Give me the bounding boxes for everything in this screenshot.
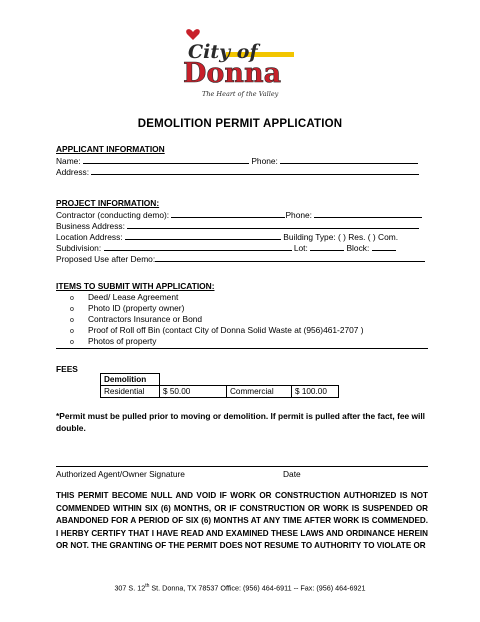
lot-label: Lot: (293, 243, 308, 253)
permit-note: *Permit must be pulled prior to moving or demolition. If permit is pulled after the fact, fee will double. (56, 411, 426, 433)
subdivision-field[interactable] (104, 242, 292, 251)
list-item: o Proof of Roll off Bin (contact City of Donna Solid Waste at (956)461-2707 ) (70, 325, 364, 335)
bullet-icon: o (70, 328, 74, 335)
building-type-label[interactable]: Building Type: ( ) Res. ( ) Com. (283, 232, 399, 242)
bullet-icon: o (70, 306, 74, 313)
agent-signature-label: Authorized Agent/Owner Signature (56, 469, 185, 479)
location-label: Location Address: (56, 232, 123, 242)
city-of-donna-logo (180, 22, 300, 104)
contractor-field[interactable] (171, 209, 285, 218)
disclaimer-text: THIS PERMIT BECOME NULL AND VOID IF WORK OR CONSTRUCTION AUTHORIZED IS NOT COMMENDED WITHIN SIX (6) MONTHS, OR IF CONSTRUCTION OR WORK IS SUSPENDED OR ABANDONED FOR A PERIOD OF SIX (6) MONTHS AT ANY TIME AFTER WORK IS COMMENDED. I HERBY CERTIFY THAT I HAVE READ AND EXAMINED THESE LAWS AND ORDINANCE HEREIN OR NOT. THE GRANTING OF THE PERMIT DOES NOT RESUME TO AUTHORITY TO VIOLATE OR (56, 491, 428, 550)
proposed-use-label: Proposed Use after Demo: (56, 254, 156, 264)
bullet-icon: o (70, 317, 74, 324)
business-address-field[interactable] (127, 220, 419, 229)
fees-table (100, 373, 339, 398)
block-label: Block: (346, 243, 370, 253)
contractor-phone-label: Phone: (285, 210, 312, 220)
contractor-label: Contractor (conducting demo): (56, 210, 170, 220)
footer-address: 307 S. 12th St. Donna, TX 78537 Office: (956) 464-6911 -- Fax: (956) 464-6921 (114, 583, 366, 593)
date-label: Date (283, 469, 301, 479)
fees-table-title: Demolition (101, 374, 160, 386)
commercial-fee: $ 100.00 (292, 386, 339, 398)
logo-tagline: The Heart of the Valley (202, 90, 279, 98)
section-divider (56, 348, 428, 349)
address-field[interactable] (91, 166, 419, 175)
heart-icon (186, 29, 200, 40)
bullet-icon: o (70, 339, 74, 346)
list-item: o Contractors Insurance or Bond (70, 314, 203, 324)
name-field[interactable] (83, 155, 249, 164)
name-label: Name: (56, 156, 81, 166)
residential-label: Residential (101, 386, 160, 398)
phone-field[interactable] (280, 155, 418, 164)
residential-fee: $ 50.00 (160, 386, 227, 398)
contractor-phone-field[interactable] (314, 209, 422, 218)
signature-line[interactable] (56, 466, 428, 467)
subdivision-label: Subdivision: (56, 243, 102, 253)
bullet-icon: o (70, 295, 74, 302)
business-address-label: Business Address: (56, 221, 125, 231)
fees-heading: FEES (56, 364, 78, 374)
address-row (56, 166, 419, 178)
project-heading: PROJECT INFORMATION: (56, 198, 160, 208)
items-heading: ITEMS TO SUBMIT WITH APPLICATION: (56, 281, 215, 291)
lot-field[interactable] (310, 242, 344, 251)
location-field[interactable] (125, 231, 281, 240)
logo-line1: City of (188, 41, 258, 63)
list-item: o Photo ID (property owner) (70, 303, 185, 313)
logo-line2: Donna (183, 58, 282, 89)
applicant-heading: APPLICANT INFORMATION (56, 144, 165, 154)
page-title: DEMOLITION PERMIT APPLICATION (137, 118, 343, 130)
list-item: o Photos of property (70, 336, 157, 346)
commercial-label: Commercial (227, 386, 292, 398)
proposed-use-row (56, 253, 425, 265)
proposed-use-field[interactable] (155, 253, 425, 262)
block-field[interactable] (372, 242, 396, 251)
address-label: Address: (56, 167, 90, 177)
phone-label: Phone: (251, 156, 278, 166)
list-item: o Deed/ Lease Agreement (70, 292, 179, 302)
